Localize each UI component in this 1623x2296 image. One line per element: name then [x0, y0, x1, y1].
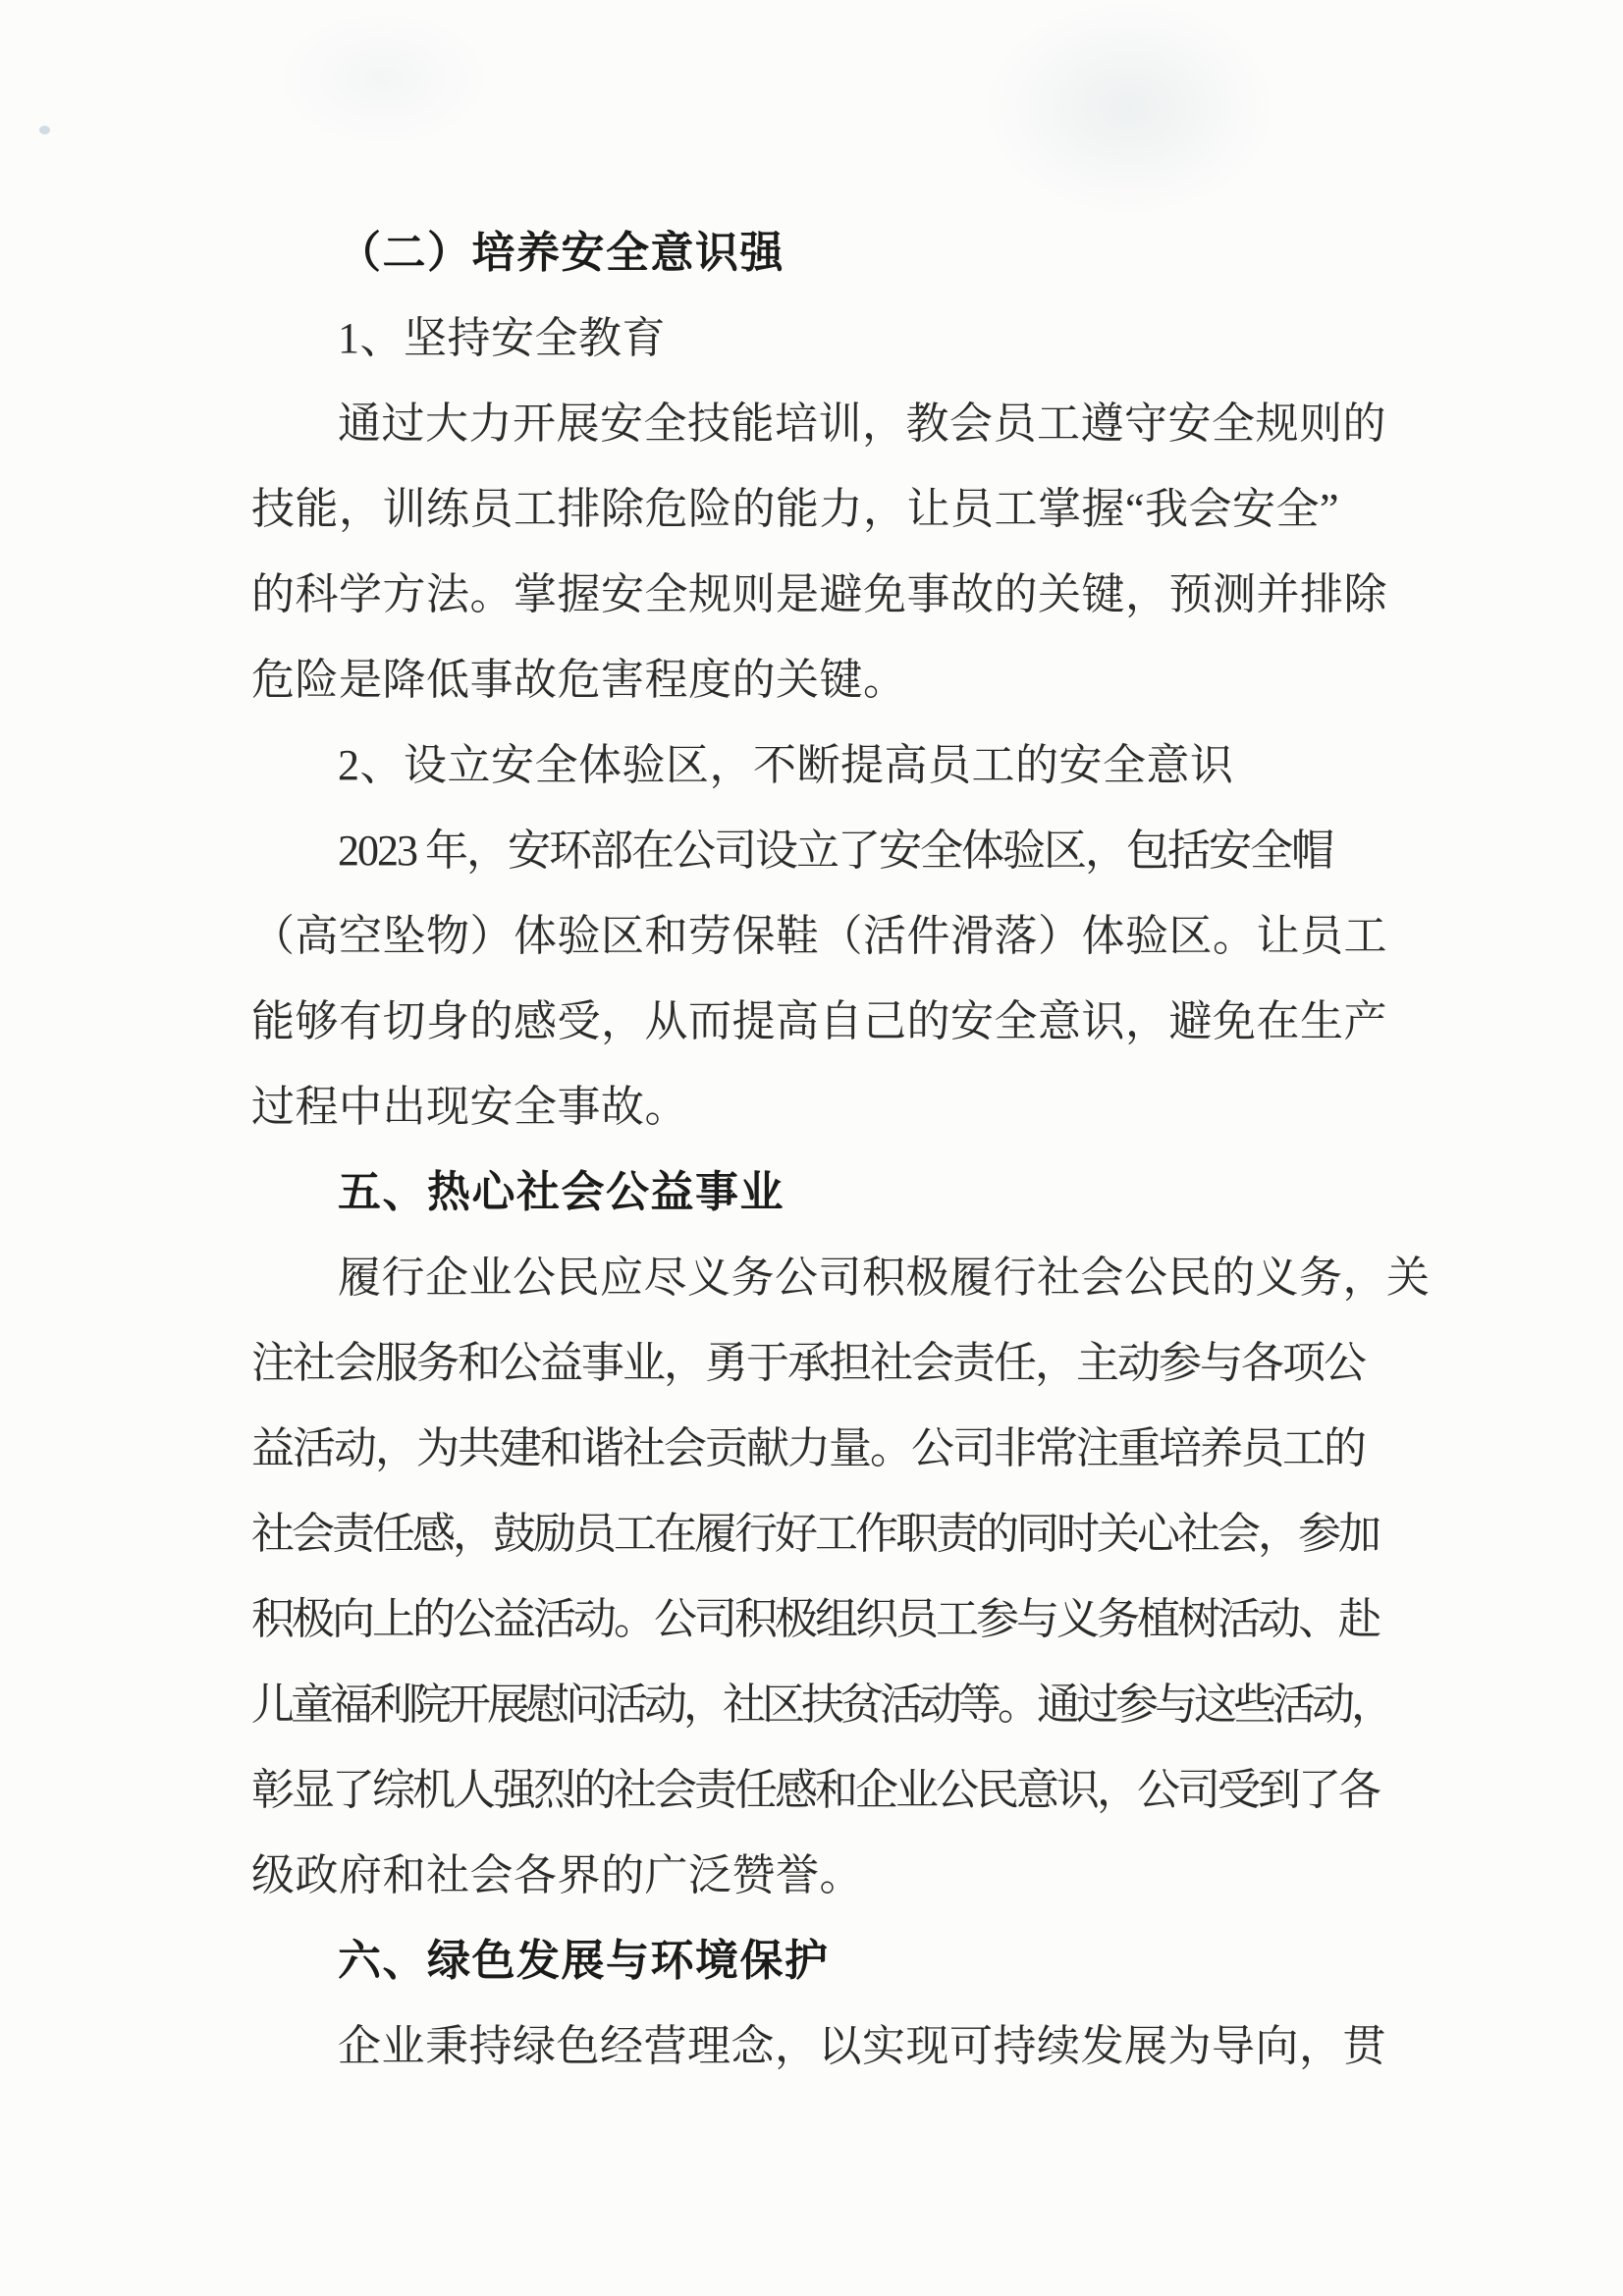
text-line: 2、设立安全体验区，不断提高员工的安全意识 [338, 741, 1234, 789]
section-heading: （二）培养安全意识强 [338, 229, 784, 277]
section-heading: 五、热心社会公益事业 [338, 1168, 784, 1216]
text-line: 注社会服务和公益事业，勇于承担社会责任，主动参与各项公 [251, 1339, 1365, 1387]
scan-smudge [982, 0, 1276, 216]
text-line: 的科学方法。掌握安全规则是避免事故的关键，预测并排除 [251, 570, 1387, 618]
document-lines [251, 210, 1431, 2089]
text-line: 能够有切身的感受，从而提高自己的安全意识，避免在生产 [251, 997, 1387, 1045]
text-line: 1、坚持安全教育 [338, 314, 666, 362]
text-line: 过程中出现安全事故。 [251, 1083, 688, 1131]
text-line: 儿童福利院开展慰问活动，社区扶贫活动等。通过参与这些活动， [251, 1681, 1390, 1729]
text-line: 通过大力开展安全技能培训，教会员工遵守安全规则的 [338, 400, 1386, 448]
text-line: 积极向上的公益活动。公司积极组织员工参与义务植树活动、赴 [251, 1595, 1379, 1643]
text-line: 危险是降低事故危害程度的关键。 [251, 656, 907, 704]
section-heading: 六、绿色发展与环境保护 [338, 1937, 830, 1985]
scan-speck [39, 126, 50, 134]
text-line: 益活动，为共建和谐社会贡献力量。公司非常注重培养员工的 [251, 1424, 1365, 1472]
text-line: 技能，训练员工排除危险的能力，让员工掌握“我会安全” [251, 485, 1340, 533]
text-line: 级政府和社会各界的广泛赞誉。 [251, 1851, 863, 1899]
text-line: 彰显了综机人强烈的社会责任感和企业公民意识，公司受到了各 [251, 1766, 1379, 1814]
text-line: 履行企业公民应尽义务公司积极履行社会公民的义务，关 [338, 1254, 1431, 1302]
text-line: （高空坠物）体验区和劳保鞋（活件滑落）体验区。让员工 [251, 912, 1387, 960]
scan-smudge [275, 10, 491, 147]
text-line: 2023 年，安环部在公司设立了安全体验区，包括安全帽 [338, 827, 1332, 875]
text-line: 社会责任感，鼓励员工在履行好工作职责的同时关心社会，参加 [251, 1510, 1379, 1558]
text-line: 企业秉持绿色经营理念，以实现可持续发展为导向，贯 [338, 2022, 1386, 2070]
